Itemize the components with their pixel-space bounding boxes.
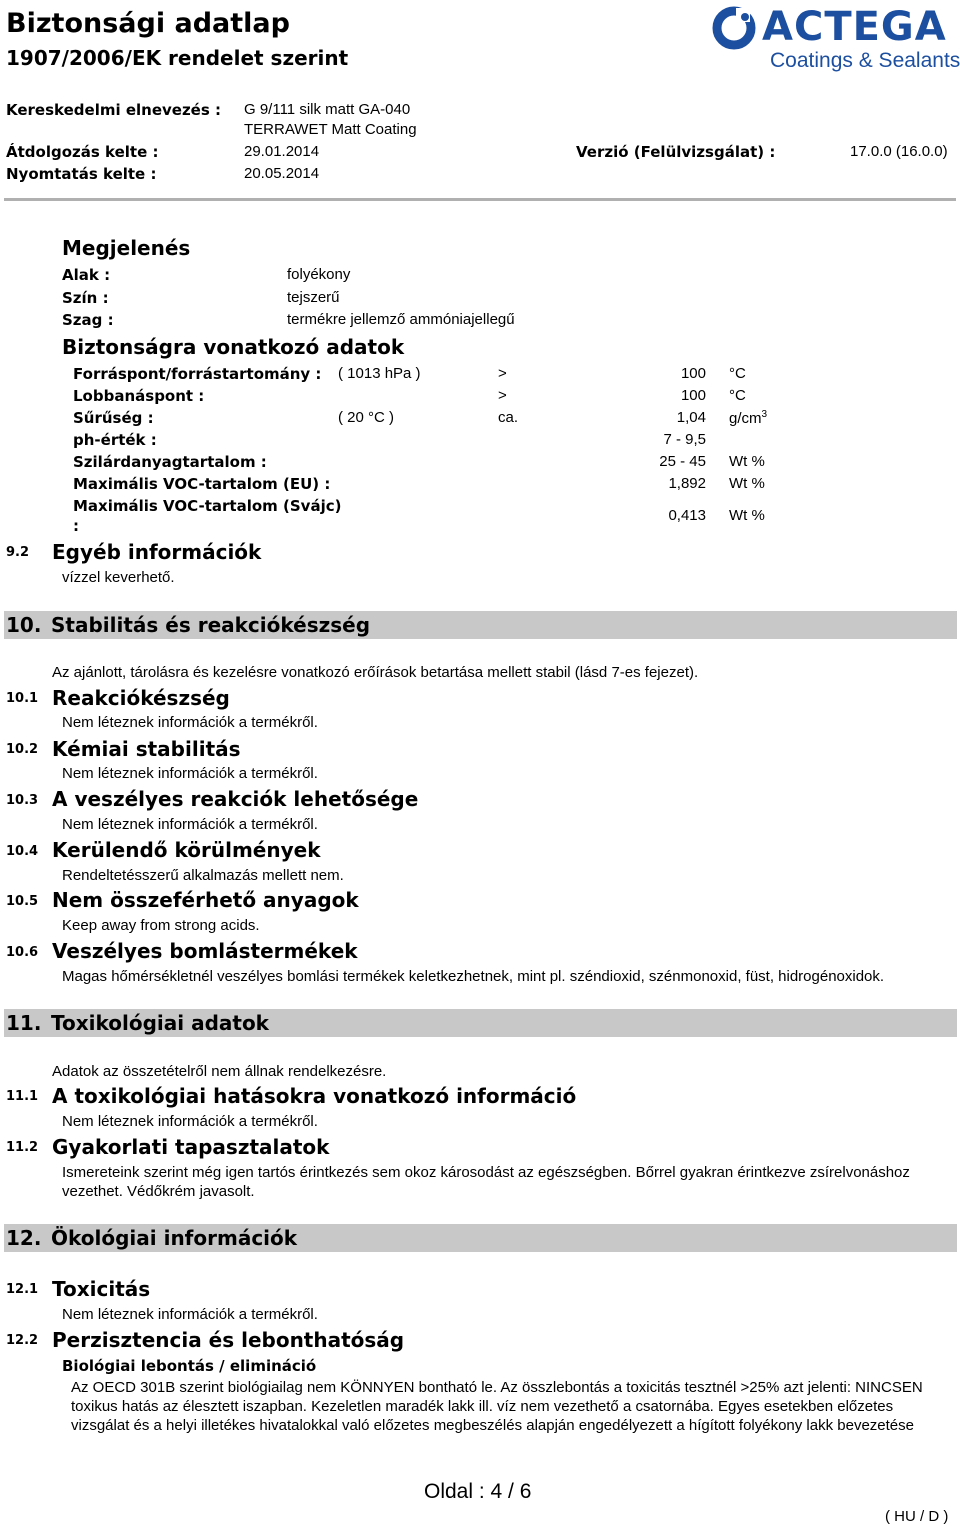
subsection-title: Veszélyes bomlástermékek	[52, 939, 358, 963]
voc-ch-unit: Wt %	[729, 507, 765, 524]
flash-point-unit: °C	[729, 387, 746, 404]
subsection-number: 10.1	[6, 691, 39, 706]
biodegradation-heading: Biológiai lebontás / elimináció	[62, 1357, 317, 1375]
header-divider	[4, 198, 956, 201]
document-title: Biztonsági adatlap	[6, 8, 290, 39]
subsection-text: Keep away from strong acids.	[62, 917, 260, 934]
voc-ch-value: 0,413	[668, 507, 706, 524]
subsection-text: Nem léteznek információk a termékről.	[62, 816, 318, 833]
subsection-number: 10.5	[6, 894, 39, 909]
section-intro: Adatok az összetételről nem állnak rendelkezésre.	[52, 1063, 387, 1080]
trade-name-line2: TERRAWET Matt Coating	[244, 121, 417, 138]
subsection-title: Kémiai stabilitás	[52, 737, 241, 761]
subsection-title: A toxikológiai hatásokra vonatkozó információ	[52, 1084, 577, 1108]
boiling-point-label: Forráspont/forrástartomány :	[73, 365, 322, 383]
density-unit-exponent: 3	[761, 409, 768, 420]
logo-subtitle: Coatings & Sealants	[770, 49, 960, 72]
density-operator: ca.	[498, 409, 519, 426]
locale-code: ( HU / D )	[885, 1508, 949, 1525]
boiling-point-condition: ( 1013 hPa )	[338, 365, 421, 382]
density-label: Sűrűség :	[73, 409, 154, 427]
print-date: 20.05.2014	[244, 165, 320, 182]
subsection-number: 9.2	[6, 545, 30, 560]
ph-value: 7 - 9,5	[663, 431, 706, 448]
subsection-number: 10.3	[6, 793, 39, 808]
form-label: Alak :	[62, 266, 111, 284]
section-number: 10.	[6, 613, 42, 637]
actega-logo-text: ACTEGA	[762, 4, 947, 50]
biodegradation-text-line1: Az OECD 301B szerint biológiailag nem KÖNNYEN bontható le. Az összlebontás a toxicitás tesztnél >25% azt jelenti: NINCSEN	[71, 1379, 923, 1396]
density-value: 1,04	[676, 409, 706, 426]
section-title: Stabilitás és reakciókészség	[51, 613, 371, 637]
version-value: 17.0.0 (16.0.0)	[850, 143, 948, 160]
subsection-text: Rendeltetésszerű alkalmazás mellett nem.	[62, 867, 344, 884]
subsection-title: Kerülendő körülmények	[52, 838, 321, 862]
section-title: Ökológiai információk	[51, 1226, 298, 1250]
subsection-number: 11.2	[6, 1140, 39, 1155]
page-number: Oldal : 4 / 6	[424, 1480, 532, 1503]
subsection-number: 11.1	[6, 1089, 39, 1104]
section-number: 12.	[6, 1226, 42, 1250]
color-value: tejszerű	[287, 289, 340, 306]
subsection-text-line2: vezethet. Védőkrém javasolt.	[62, 1183, 255, 1200]
subsection-text: Nem léteznek információk a termékről.	[62, 714, 318, 731]
flash-point-value: 100	[680, 387, 706, 404]
trade-name-label: Kereskedelmi elnevezés :	[6, 101, 221, 119]
subsection-text: Magas hőmérsékletnél veszélyes bomlási termékek keletkezhetnek, mint pl. széndioxid, szénmonoxid, füst, hidrogénoxidok.	[62, 968, 885, 985]
subsection-title: Toxicitás	[52, 1277, 151, 1301]
version-label: Verzió (Felülvizsgálat) :	[576, 143, 776, 161]
section-11-bar	[4, 1009, 957, 1037]
biodegradation-text-line2: toxikus hatás az élesztett iszapban. Kezeletlen maradék lakk ill. víz nem vezethető a csatornába. Egyes esetekben előzetes	[71, 1398, 894, 1415]
boiling-point-operator: >	[498, 365, 507, 382]
subsection-title: Egyéb információk	[52, 540, 262, 564]
voc-eu-unit: Wt %	[729, 475, 765, 492]
subsection-number: 12.1	[6, 1282, 39, 1297]
subsection-title: Gyakorlati tapasztalatok	[52, 1135, 330, 1159]
subsection-title: A veszélyes reakciók lehetősége	[52, 787, 419, 811]
subsection-number: 10.4	[6, 844, 39, 859]
subsection-title: Nem összeférhető anyagok	[52, 888, 359, 912]
trade-name-line1: G 9/111 silk matt GA-040	[244, 101, 411, 118]
section-number: 11.	[6, 1011, 42, 1035]
section-10-bar	[4, 611, 957, 639]
subsection-number: 10.6	[6, 945, 39, 960]
section-12-bar	[4, 1224, 957, 1252]
subsection-number: 12.2	[6, 1333, 39, 1348]
odor-label: Szag :	[62, 311, 114, 329]
subsection-text: vízzel keverhető.	[62, 569, 175, 586]
subsection-number: 10.2	[6, 742, 39, 757]
subsection-title: Reakciókészség	[52, 686, 230, 710]
safety-heading: Biztonságra vonatkozó adatok	[62, 335, 405, 359]
subsection-text: Nem léteznek információk a termékről.	[62, 1306, 318, 1323]
subsection-text-line1: Ismereteink szerint még igen tartós érintkezés sem okoz károsodást az egészségben. Bőrrel gyakran érintkezve zsírelvonáshoz	[62, 1164, 910, 1181]
boiling-point-unit: °C	[729, 365, 746, 382]
boiling-point-value: 100	[680, 365, 706, 382]
subsection-text: Nem léteznek információk a termékről.	[62, 765, 318, 782]
voc-ch-label-colon: :	[73, 517, 79, 535]
regulation-subtitle: 1907/2006/EK rendelet szerint	[6, 46, 349, 70]
voc-eu-value: 1,892	[668, 475, 706, 492]
section-title: Toxikológiai adatok	[51, 1011, 269, 1035]
solids-label: Szilárdanyagtartalom :	[73, 453, 267, 471]
revision-label: Átdolgozás kelte :	[6, 143, 159, 161]
form-value: folyékony	[287, 266, 351, 283]
density-condition: ( 20 °C )	[338, 409, 395, 426]
odor-value: termékre jellemző ammóniajellegű	[287, 311, 515, 328]
solids-value: 25 - 45	[659, 453, 706, 470]
flash-point-operator: >	[498, 387, 507, 404]
color-label: Szín :	[62, 289, 109, 307]
flash-point-label: Lobbanáspont :	[73, 387, 205, 405]
voc-ch-label: Maximális VOC-tartalom (Svájc)	[73, 497, 342, 515]
solids-unit: Wt %	[729, 453, 765, 470]
subsection-text: Nem léteznek információk a termékről.	[62, 1113, 318, 1130]
density-unit: $g/cm^3$	[729, 409, 768, 427]
section-intro: Az ajánlott, tárolásra és kezelésre vonatkozó erőírások betartása mellett stabil (lásd 7-es fejezet).	[52, 664, 699, 681]
subsection-title: Perzisztencia és lebonthatóság	[52, 1328, 405, 1352]
biodegradation-text-line3: vizsgálat és a helyi illetékes hivatalokkal való előzetes megbeszélés alapján engedélyezett a hígított folyékony lakk bevezetése	[71, 1417, 914, 1434]
ph-label: ph-érték :	[73, 431, 157, 449]
revision-date: 29.01.2014	[244, 143, 320, 160]
actega-logo-icon	[712, 6, 756, 50]
print-label: Nyomtatás kelte :	[6, 165, 157, 183]
voc-eu-label: Maximális VOC-tartalom (EU) :	[73, 475, 331, 493]
appearance-heading: Megjelenés	[62, 236, 191, 260]
